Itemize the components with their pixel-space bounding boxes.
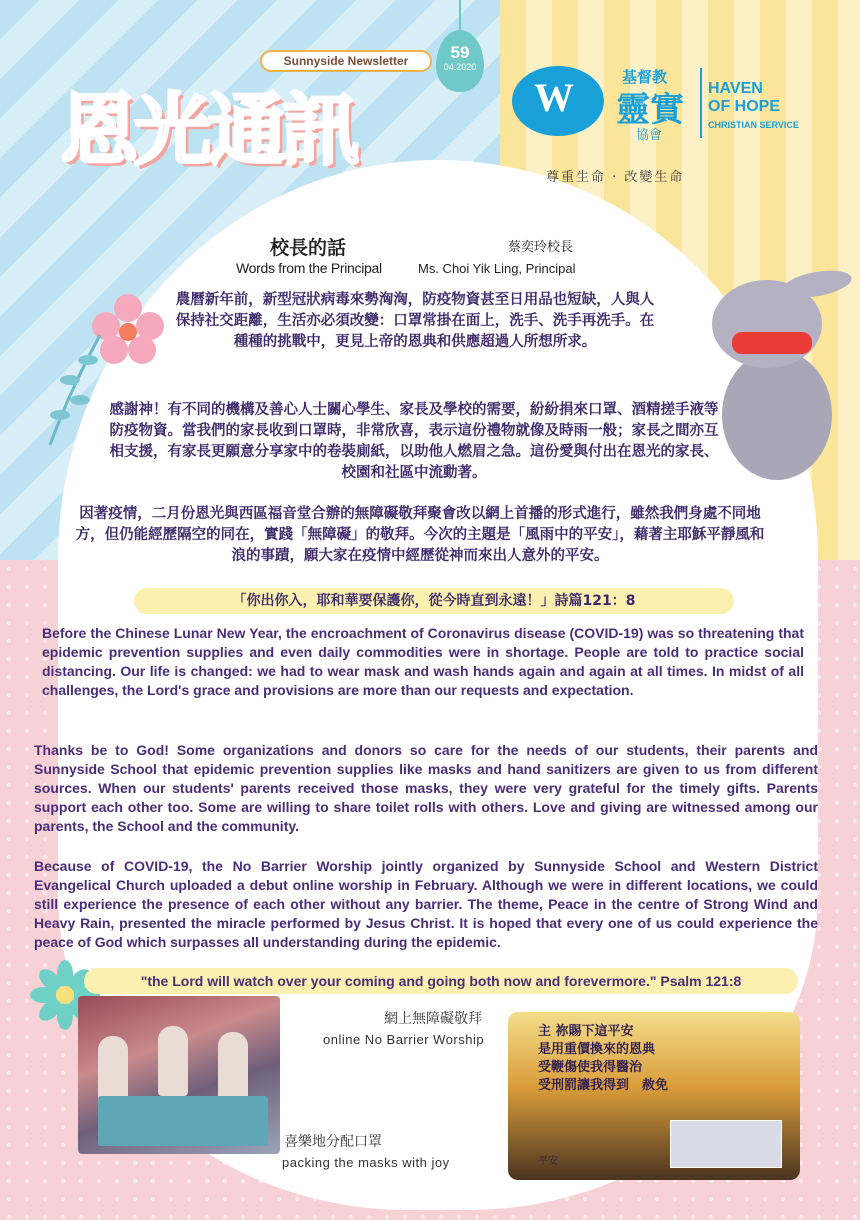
article-heading-cn: 校長的話 [270, 237, 347, 259]
logo-en-line1: HAVEN [708, 80, 763, 97]
logo-divider [700, 68, 702, 138]
masks-caption-en: packing the masks with joy [282, 1155, 450, 1170]
slide-caption: 平安 [538, 1156, 558, 1167]
leaf-branch-decoration [40, 330, 110, 450]
slide-line-4: 受刑罰讓我得到 赦免 [538, 1078, 669, 1093]
author-name-en: Ms. Choi Yik Ling, Principal [418, 261, 576, 276]
article-heading-en: Words from the Principal [236, 260, 382, 276]
photo-packing-masks [78, 996, 280, 1154]
author-name-cn: 蔡奕玲校長 [508, 240, 574, 255]
paragraph-cn-2: 感謝神！有不同的機構及善心人士關心學生、家長及學校的需要，紛紛捐來口罩、酒精搓手液等防疫物資。當我們的家長收到口罩時，非常欣喜，表示這份禮物就像及時雨一般；家長之間亦互相支援，有家長更願意分享家中的卷裝廁紙，以助他人燃眉之急。這份愛與付出在恩光的家長、校園和社區中流動著。 [109, 402, 719, 481]
bible-verse-cn: 「你出你入，耶和華要保護你，從今時直到永遠！」詩篇121：8 [134, 588, 734, 614]
logo-en-line3: CHRISTIAN SERVICE [708, 120, 799, 130]
paragraph-en-2: Thanks be to God! Some organizations and donors so care for the needs of our students, their parents and Sunnyside School that epidemic prevention supplies like masks and hand sanitizers are given to us from different sources. When our students' parents received those masks, they were very grateful for the timely gifts. Parents support each other too. Some are willing to share toilet rolls with others. Love and giving are witnessed among our parents, the School and the community. [34, 742, 818, 834]
issue-tag [436, 30, 484, 92]
paragraph-en-1: Before the Chinese Lunar New Year, the encroachment of Coronavirus disease (COVID-19) was so threatening that epidemic prevention supplies and even daily commodities were in shortage. People are told to practice social distancing. Our life is changed: we had to wear mask and wash hands again and again at all times. In midst of all challenges, the Lord's grace and provisions are more than our requests and expectation. [42, 625, 804, 698]
logo-mark-icon: W [512, 66, 604, 136]
issue-tag-string [459, 0, 461, 32]
bible-verse-en: "the Lord will watch over your coming and going both now and forevermore." Psalm 121:8 [84, 968, 798, 994]
slide-line-2: 是用重價換來的恩典 [538, 1042, 656, 1057]
video-inset [670, 1120, 782, 1168]
logo-cn-line3: 協會 [636, 128, 663, 143]
logo-cn-line1: 基督教 [622, 68, 668, 86]
logo-cn-line2: 靈實 [616, 90, 684, 130]
bunny-illustration [712, 260, 842, 480]
newsletter-label: Sunnyside Newsletter [260, 50, 432, 72]
paragraph-cn-1: 農曆新年前，新型冠狀病毒來勢洶洶，防疫物資甚至日用品也短缺，人與人保持社交距離，生活亦必須改變：口罩常掛在面上，洗手、洗手再洗手。在種種的挑戰中，更見上帝的恩典和供應超過人所想所求。 [175, 292, 655, 350]
masks-caption-cn: 喜樂地分配口罩 [284, 1134, 382, 1150]
slide-line-3: 受鞭傷使我得醫治 [538, 1060, 643, 1075]
slide-line-1: 主 祢賜下這平安 [538, 1024, 634, 1039]
paragraph-en-3: Because of COVID-19, the No Barrier Worship jointly organized by Sunnyside School and Western District Evangelical Church uploaded a debut online worship in February. Although we were in different locations, we could still experience the presence of each other without any barrier. The theme, Peace in the centre of Strong Wind and Heavy Rain, presented the miracle performed by Jesus Christ. It is hoped that every one of us could experience the peace of God which surpasses all understanding during the epidemic. [34, 858, 818, 950]
worship-caption-en: online No Barrier Worship [323, 1032, 485, 1047]
logo-en-line2: OF HOPE [708, 98, 781, 115]
paragraph-cn-3: 因著疫情，二月份恩光與西區福音堂合辦的無障礙敬拜聚會改以網上首播的形式進行，雖然我們身處不同地方，但仍能經歷隔空的同在，實踐「無障礙」的敬拜。今次的主題是「風雨中的平安」，藉著主耶穌平靜風和浪的事蹟，願大家在疫情中經歷從神而來出人意外的平安。 [75, 506, 765, 564]
issue-date: 04.2020 [443, 62, 477, 72]
worship-caption-cn: 網上無障礙敬拜 [384, 1011, 482, 1027]
red-bow-icon [732, 332, 812, 354]
issue-number: 59 [450, 43, 470, 62]
photo-online-worship-slide [508, 1012, 800, 1180]
logo-slogan: 尊重生命 ‧ 改變生命 [546, 170, 685, 185]
newsletter-title: 恩光通訊 [60, 86, 357, 176]
